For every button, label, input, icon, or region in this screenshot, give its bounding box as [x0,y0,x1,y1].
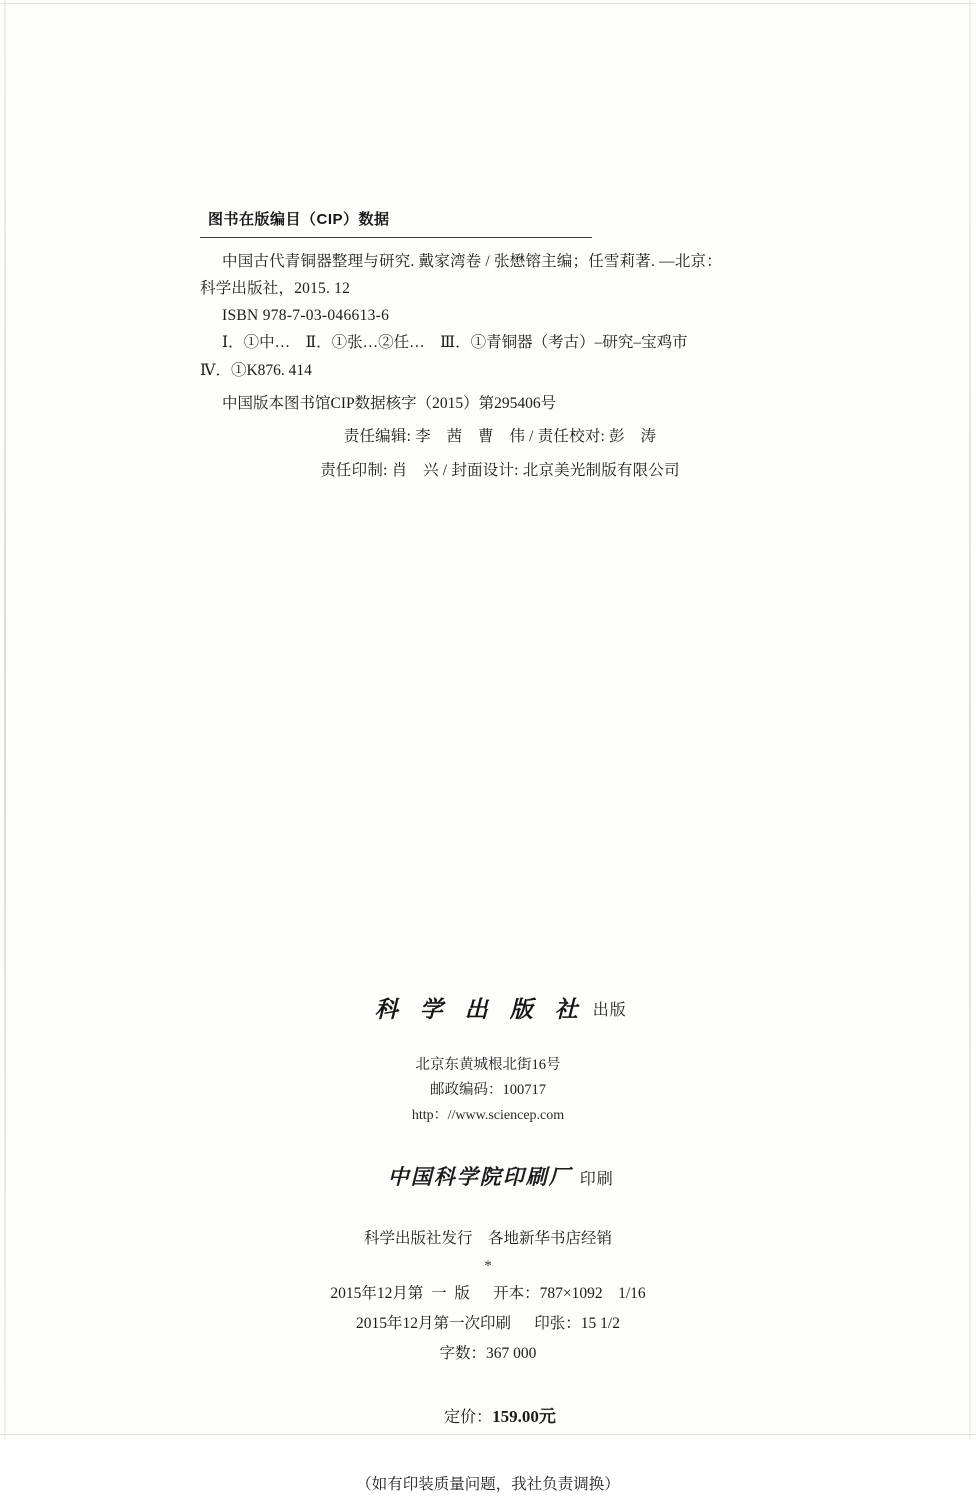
cip-heading: 图书在版编目（CIP）数据 [208,211,390,228]
publisher-postcode: 邮政编码：100717 [430,1082,546,1098]
cip-classification-line-2: Ⅳ．①K876. 414 [200,362,312,379]
publisher-line [188,968,788,1053]
publisher-brand: 科 学 出 版 社 [374,996,585,1023]
scan-edge-top [0,3,976,4]
credits-line-editors: 责任编辑: 李 茜 曹 伟 / 责任校对: 彭 涛 [343,428,657,445]
price-line [188,1369,788,1466]
isbn-line: ISBN 978-7-03-046613-6 [222,307,390,324]
cip-classification-line-1: Ⅰ．①中… Ⅱ．①张…②任… Ⅲ．①青铜器（考古）–研究–宝鸡市 [222,334,688,351]
price-label: 定价： [444,1409,493,1426]
quality-note: （如有印装质量问题，我社负责调换） [356,1476,620,1493]
cip-core-number: 中国版本图书馆CIP数据核字（2015）第295406号 [222,395,557,412]
separator-asterisk: * [484,1258,492,1274]
scan-edge-left [4,0,6,1439]
price-value: 159.00元 [492,1407,556,1426]
printer-brand: 中国科学院印刷厂 [387,1164,572,1189]
printing-line: 2015年12月第一次印刷 印张：15 1/2 [356,1315,620,1332]
printer-line [188,1132,788,1225]
cip-entry-line-1: 中国古代青铜器整理与研究. 戴家湾卷 / 张懋镕主编；任雪莉著. —北京： [222,253,722,270]
publisher-address: 北京东黄城根北街16号 [415,1057,561,1073]
word-count-line: 字数：367 000 [439,1345,537,1362]
distribution-line: 科学出版社发行 各地新华书店经销 [363,1230,612,1247]
credits-line-production: 责任印制: 肖 兴 / 封面设计: 北京美光制版有限公司 [320,462,680,479]
cip-block [200,208,800,419]
edition-line: 2015年12月第 一 版 开本：787×1092 1/16 [330,1285,646,1302]
staff-credits [200,420,800,488]
publisher-url[interactable]: http：//www.sciencep.com [411,1108,565,1123]
colophon-block [188,968,788,1502]
cip-entry-line-2: 科学出版社，2015. 12 [200,280,351,297]
printer-suffix: 印刷 [579,1171,614,1188]
publisher-suffix: 出版 [592,1002,627,1019]
cip-divider [200,237,592,238]
scan-edge-right [969,0,971,1439]
